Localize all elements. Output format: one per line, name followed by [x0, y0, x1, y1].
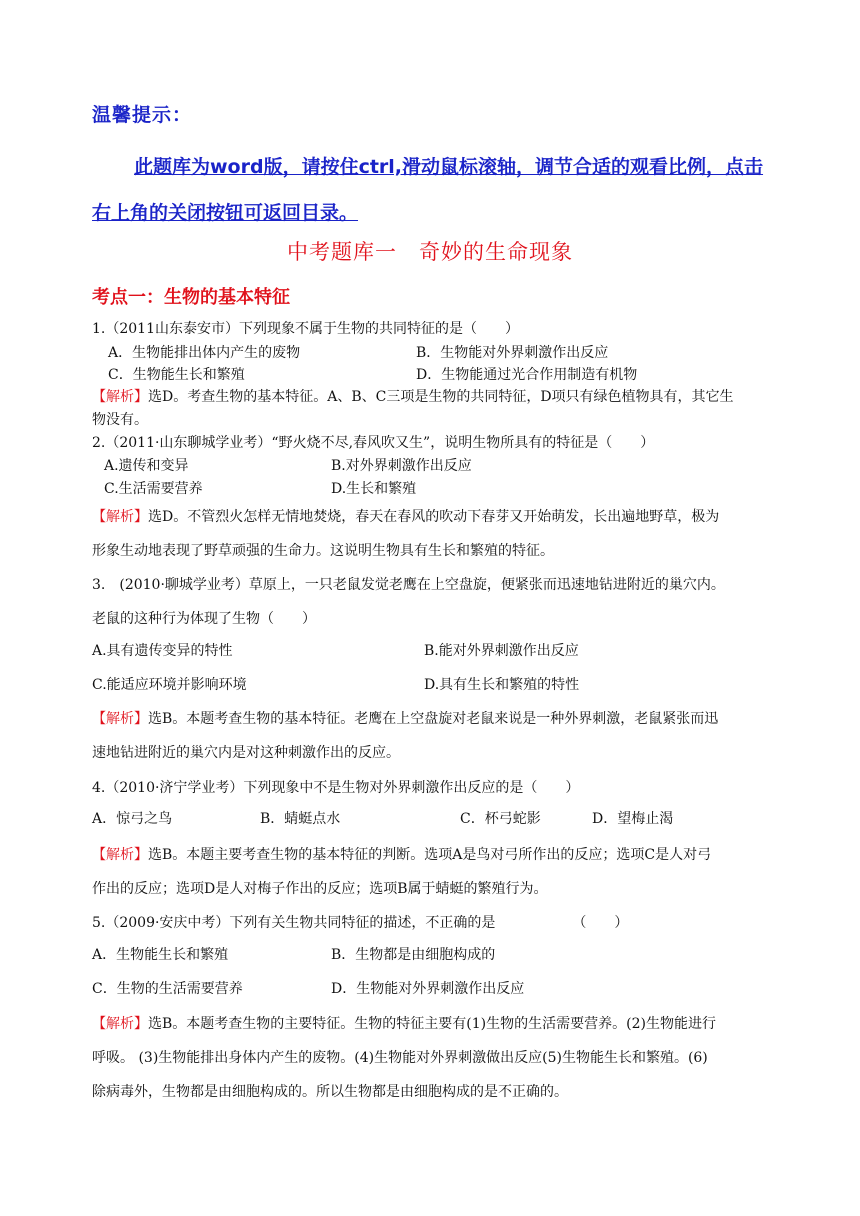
analysis-label: 【解析】	[92, 847, 148, 863]
question-stem: 2.（2011·山东聊城学业考）“野火烧不尽,春风吹又生”，说明生物所具有的特征是（ ）	[92, 435, 655, 451]
document-title: 中考题库一 奇妙的生命现象	[287, 240, 573, 264]
option-a: A．生物能排出体内产生的废物	[108, 345, 301, 361]
section-title: 考点一：生物的基本特征	[92, 287, 290, 308]
analysis-label: 【解析】	[92, 711, 148, 727]
question-3	[92, 568, 782, 636]
option-b: B．生物能对外界刺激作出反应	[416, 345, 609, 361]
analysis-text: 作出的反应；选项D是人对梅子作出的反应；选项B属于蜻蜓的繁殖行为。	[92, 881, 548, 897]
option-d: D．望梅止渴	[592, 811, 674, 827]
analysis-label: 【解析】	[92, 389, 148, 405]
analysis-label: 【解析】	[92, 1016, 148, 1032]
option-a: A.具有遗传变异的特性	[92, 643, 233, 659]
option-c: C.能适应环境并影响环境	[92, 677, 247, 693]
tip-body: 此题库为word版，请按住ctrl,滑动鼠标滚轴，调节合适的观看比例，点击右上角的关闭按钮可返回目录。	[92, 156, 764, 224]
question-stem: 3. (2010·聊城学业考）草原上，一只老鼠发觉老鹰在上空盘旋，便紧张而迅速地钻进附近的巢穴内。	[92, 577, 725, 593]
analysis-text: 呼吸。 (3)生物能排出身体内产生的废物。(4)生物能对外界刺激做出反应(5)生物能生长和繁殖。(6)	[92, 1050, 708, 1066]
analysis-text: 物没有。	[92, 412, 148, 428]
option-c: C．生物的生活需要营养	[92, 981, 243, 997]
option-a: A.遗传和变异	[104, 458, 189, 474]
option-b: B．生物都是由细胞构成的	[331, 947, 496, 963]
option-b: B.能对外界刺激作出反应	[424, 643, 579, 659]
analysis-4	[92, 838, 782, 906]
option-a: A．惊弓之鸟	[92, 811, 173, 827]
question-4	[92, 771, 782, 805]
analysis-2	[92, 500, 782, 568]
question-stem: 老鼠的这种行为体现了生物（ ）	[92, 611, 316, 627]
analysis-3	[92, 702, 782, 770]
analysis-label: 【解析】	[92, 509, 148, 525]
option-d: D.具有生长和繁殖的特性	[424, 677, 580, 693]
analysis-text: 形象生动地表现了野草顽强的生命力。这说明生物具有生长和繁殖的特征。	[92, 543, 554, 559]
option-b: B.对外界刺激作出反应	[331, 458, 472, 474]
analysis-text: 速地钻进附近的巢穴内是对这种刺激作出的反应。	[92, 745, 400, 761]
question-5	[92, 906, 782, 940]
question-2	[92, 432, 782, 452]
tip-title: 温馨提示：	[92, 104, 193, 126]
option-c: C．杯弓蛇影	[460, 811, 541, 827]
option-b: B．蜻蜓点水	[260, 811, 341, 827]
analysis-text: 选D。考查生物的基本特征。A、B、C三项是生物的共同特征，D项只有绿色植物具有，其它生	[148, 389, 734, 405]
option-d: D．生物能通过光合作用制造有机物	[416, 367, 638, 383]
option-d: D.生长和繁殖	[331, 481, 417, 497]
question-1	[92, 318, 782, 340]
question-stem: 1.（2011山东泰安市）下列现象不属于生物的共同特征的是（ ）	[92, 321, 519, 337]
option-c: C.生活需要营养	[104, 481, 203, 497]
analysis-text: 选B。本题主要考查生物的基本特征的判断。选项A是鸟对弓所作出的反应；选项C是人对弓	[148, 847, 712, 863]
question-stem: 5.（2009·安庆中考）下列有关生物共同特征的描述，不正确的是 （ ）	[92, 915, 629, 931]
analysis-text: 选B。本题考查生物的基本特征。老鹰在上空盘旋对老鼠来说是一种外界刺激，老鼠紧张而迅	[148, 711, 719, 727]
question-stem: 4.（2010·济宁学业考）下列现象中不是生物对外界刺激作出反应的是（ ）	[92, 780, 580, 796]
option-c: C．生物能生长和繁殖	[108, 367, 245, 383]
analysis-1	[92, 386, 782, 432]
analysis-5	[92, 1007, 782, 1109]
option-a: A．生物能生长和繁殖	[92, 947, 229, 963]
option-d: D．生物能对外界刺激作出反应	[331, 981, 525, 997]
analysis-text: 选D。不管烈火怎样无情地焚烧，春天在春风的吹动下春芽又开始萌发，长出遍地野草，极为	[148, 509, 720, 525]
analysis-text: 选B。本题考查生物的主要特征。生物的特征主要有(1)生物的生活需要营养。(2)生物能进行	[148, 1016, 716, 1032]
analysis-text: 除病毒外，生物都是由细胞构成的。所以生物都是由细胞构成的是不正确的。	[92, 1084, 568, 1100]
